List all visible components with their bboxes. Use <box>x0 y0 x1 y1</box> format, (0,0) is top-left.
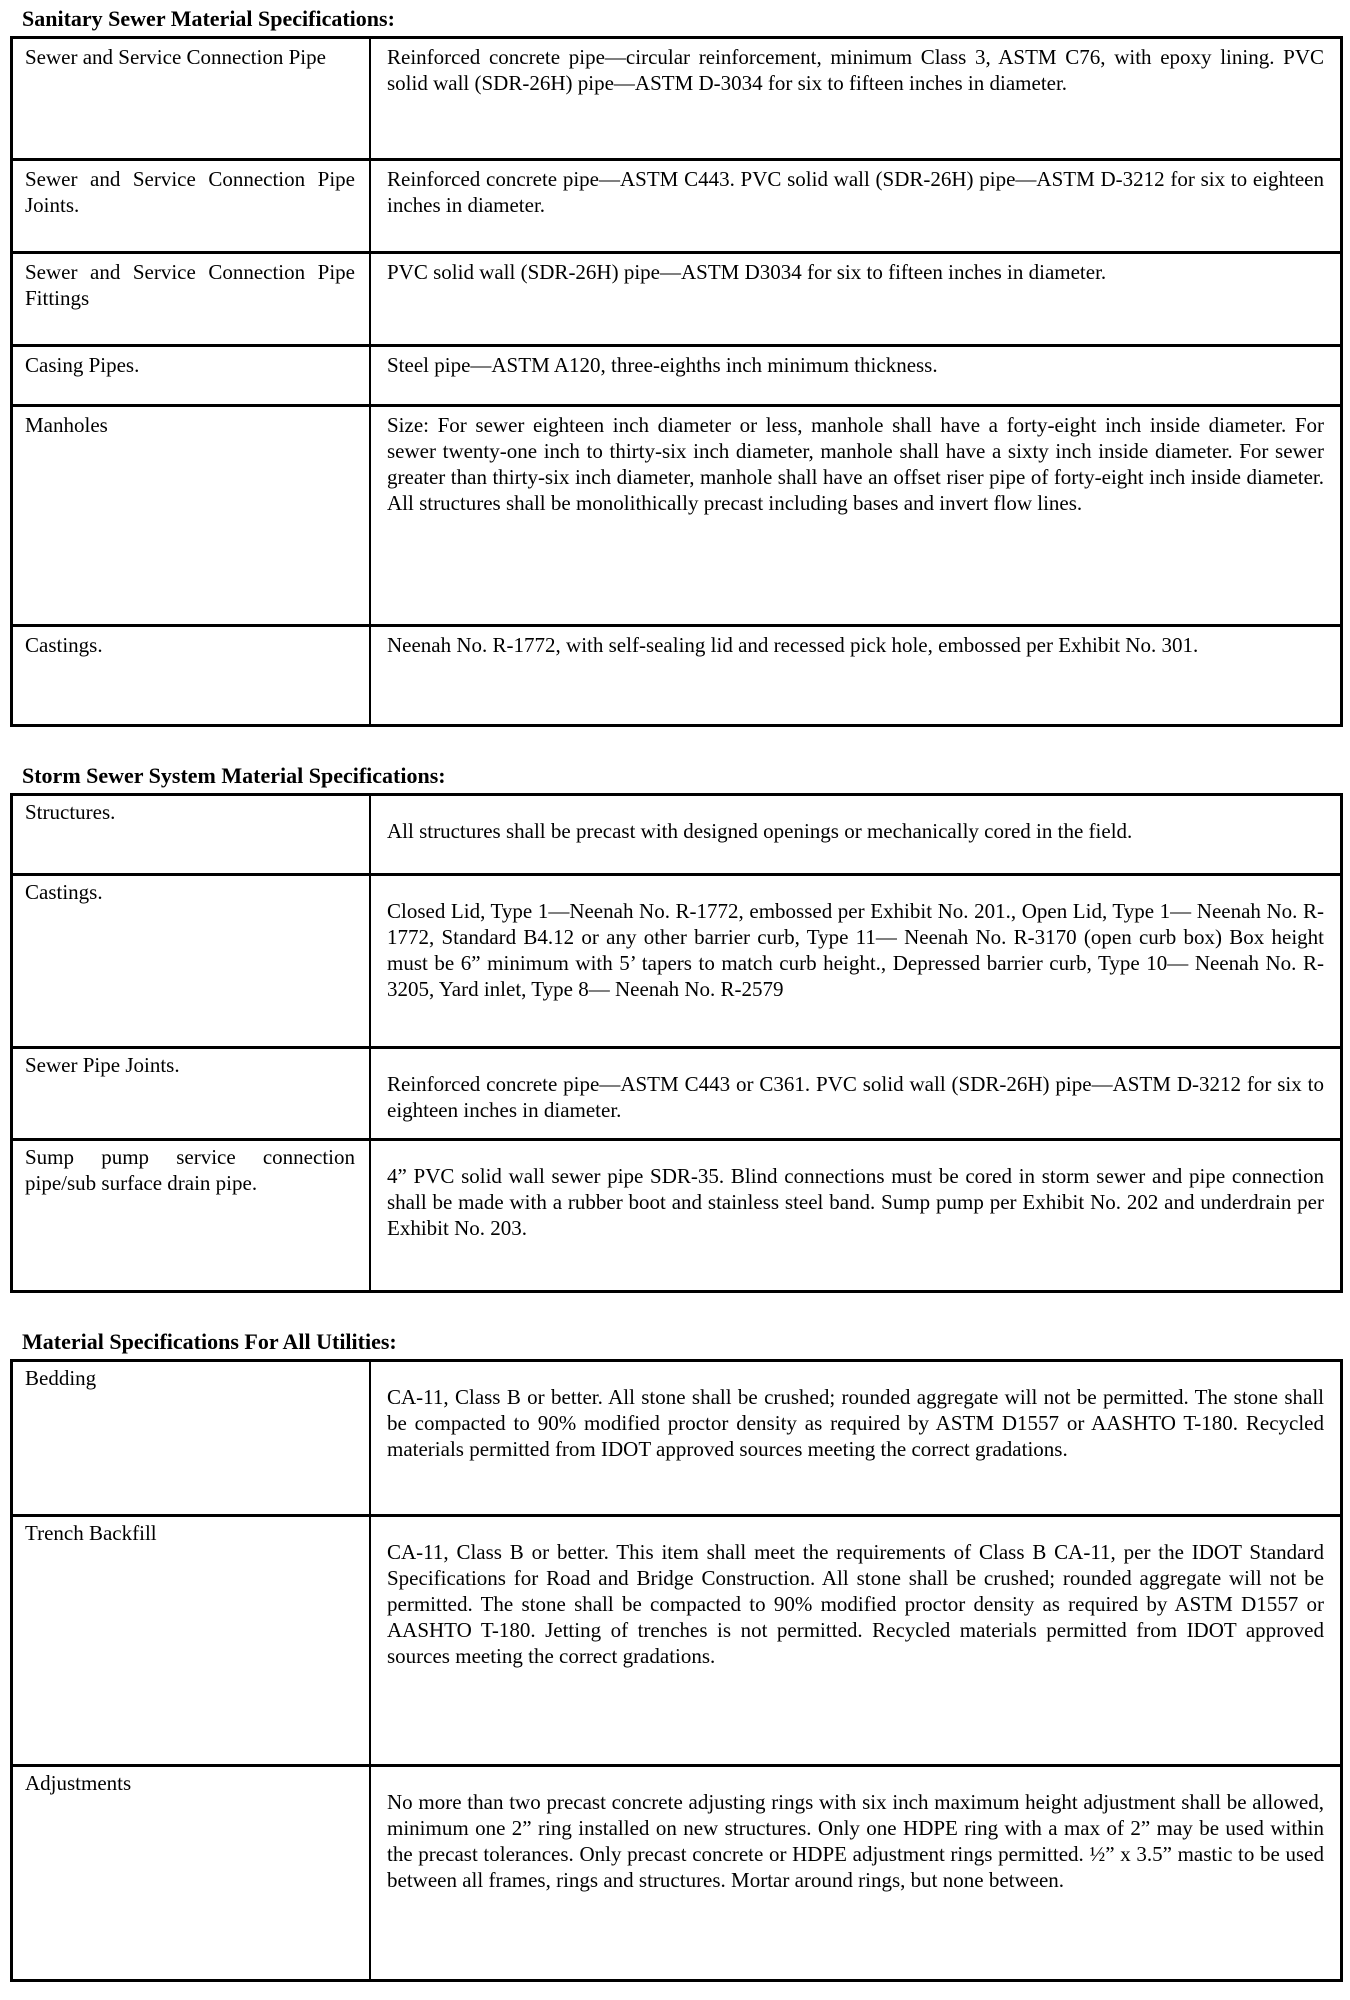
row-spec-cell: All structures shall be precast with designed openings or mechanically cored in the field. <box>370 795 1342 875</box>
row-label-cell: Casing Pipes. <box>12 346 371 406</box>
row-spec-cell: Size: For sewer eighteen inch diameter or less, manhole shall have a forty-eight inch inside diameter. For sewer twenty-one inch to thirty-six inch diameter, manhole shall have a sixty inch inside diameter. For sewer greater than thirty-six inch diameter, manhole shall have an offset riser pipe of forty-eight inch inside diameter. All structures shall be monolithically precast including bases and invert flow lines. <box>370 406 1342 626</box>
row-spec-cell: Steel pipe—ASTM A120, three-eighths inch minimum thickness. <box>370 346 1342 406</box>
row-spec-cell: Reinforced concrete pipe—ASTM C443 or C361. PVC solid wall (SDR-26H) pipe—ASTM D-3212 for six to eighteen inches in diameter. <box>370 1048 1342 1140</box>
table-row <box>12 1048 1342 1140</box>
row-label-cell: Sewer and Service Connection Pipe Joints. <box>12 160 371 253</box>
row-spec-cell: Reinforced concrete pipe—circular reinforcement, minimum Class 3, ASTM C76, with epoxy lining. PVC solid wall (SDR-26H) pipe—ASTM D-3034 for six to fifteen inches in diameter. <box>370 38 1342 160</box>
row-label-cell: Castings. <box>12 626 371 726</box>
table-row <box>12 160 1342 253</box>
row-label-cell: Sewer and Service Connection Pipe Fittings <box>12 253 371 346</box>
row-label-cell: Sump pump service connection pipe/sub surface drain pipe. <box>12 1140 371 1292</box>
storm-sewer-table <box>10 793 1343 1293</box>
row-spec-cell: Reinforced concrete pipe—ASTM C443. PVC solid wall (SDR-26H) pipe—ASTM D-3212 for six to eighteen inches in diameter. <box>370 160 1342 253</box>
sanitary-sewer-table <box>10 36 1343 727</box>
table-row <box>12 1516 1342 1766</box>
table-row <box>12 1361 1342 1516</box>
row-spec-cell: Neenah No. R-1772, with self-sealing lid and recessed pick hole, embossed per Exhibit No. 301. <box>370 626 1342 726</box>
row-spec-cell: 4” PVC solid wall sewer pipe SDR-35. Blind connections must be cored in storm sewer and pipe connection shall be made with a rubber boot and stainless steel band. Sump pump per Exhibit No. 202 and underdrain per Exhibit No. 203. <box>370 1140 1342 1292</box>
row-spec-cell: CA-11, Class B or better. All stone shall be crushed; rounded aggregate will not be permitted. The stone shall be compacted to 90% modified proctor density as required by ASTM D1557 or AASHTO T-180. Recycled materials permitted from IDOT approved sources meeting the correct gradations. <box>370 1361 1342 1516</box>
table-row <box>12 875 1342 1048</box>
table-row <box>12 38 1342 160</box>
all-utilities-table <box>10 1359 1343 1982</box>
table-row <box>12 795 1342 875</box>
table-row <box>12 1766 1342 1981</box>
table-row <box>12 1140 1342 1292</box>
row-spec-cell: Closed Lid, Type 1—Neenah No. R-1772, embossed per Exhibit No. 201., Open Lid, Type 1— Neenah No. R-1772, Standard B4.12 or any other barrier curb, Type 11— Neenah No. R-3170 (open curb box) Box height must be 6” minimum with 5’ tapers to match curb height., Depressed barrier curb, Type 10— Neenah No. R-3205, Yard inlet, Type 8— Neenah No. R-2579 <box>370 875 1342 1048</box>
row-label-cell: Adjustments <box>12 1766 371 1981</box>
row-label-cell: Manholes <box>12 406 371 626</box>
row-label-cell: Castings. <box>12 875 371 1048</box>
row-label-cell: Structures. <box>12 795 371 875</box>
row-spec-cell: No more than two precast concrete adjusting rings with six inch maximum height adjustment shall be allowed, minimum one 2” ring installed on new structures. Only one HDPE ring with a max of 2” may be used within the precast tolerances. Only precast concrete or HDPE adjustment rings permitted. ½” x 3.5” mastic to be used between all frames, rings and structures. Mortar around rings, but none between. <box>370 1766 1342 1981</box>
section-heading-all-utilities: Material Specifications For All Utilities: <box>22 1329 397 1354</box>
section-heading-sanitary-sewer: Sanitary Sewer Material Specifications: <box>22 6 395 31</box>
document-page <box>10 0 1340 1982</box>
table-row <box>12 253 1342 346</box>
table-row <box>12 406 1342 626</box>
row-label-cell: Sewer and Service Connection Pipe <box>12 38 371 160</box>
row-spec-cell: CA-11, Class B or better. This item shall meet the requirements of Class B CA-11, per the IDOT Standard Specifications for Road and Bridge Construction. All stone shall be crushed; rounded aggregate will not be permitted. The stone shall be compacted to 90% modified proctor density as required by ASTM D1557 or AASHTO T-180. Jetting of trenches is not permitted. Recycled materials permitted from IDOT approved sources meeting the correct gradations. <box>370 1516 1342 1766</box>
row-label-cell: Bedding <box>12 1361 371 1516</box>
table-row <box>12 626 1342 726</box>
row-spec-cell: PVC solid wall (SDR-26H) pipe—ASTM D3034 for six to fifteen inches in diameter. <box>370 253 1342 346</box>
row-label-cell: Sewer Pipe Joints. <box>12 1048 371 1140</box>
table-row <box>12 346 1342 406</box>
section-heading-storm-sewer: Storm Sewer System Material Specifications: <box>22 763 446 788</box>
row-label-cell: Trench Backfill <box>12 1516 371 1766</box>
